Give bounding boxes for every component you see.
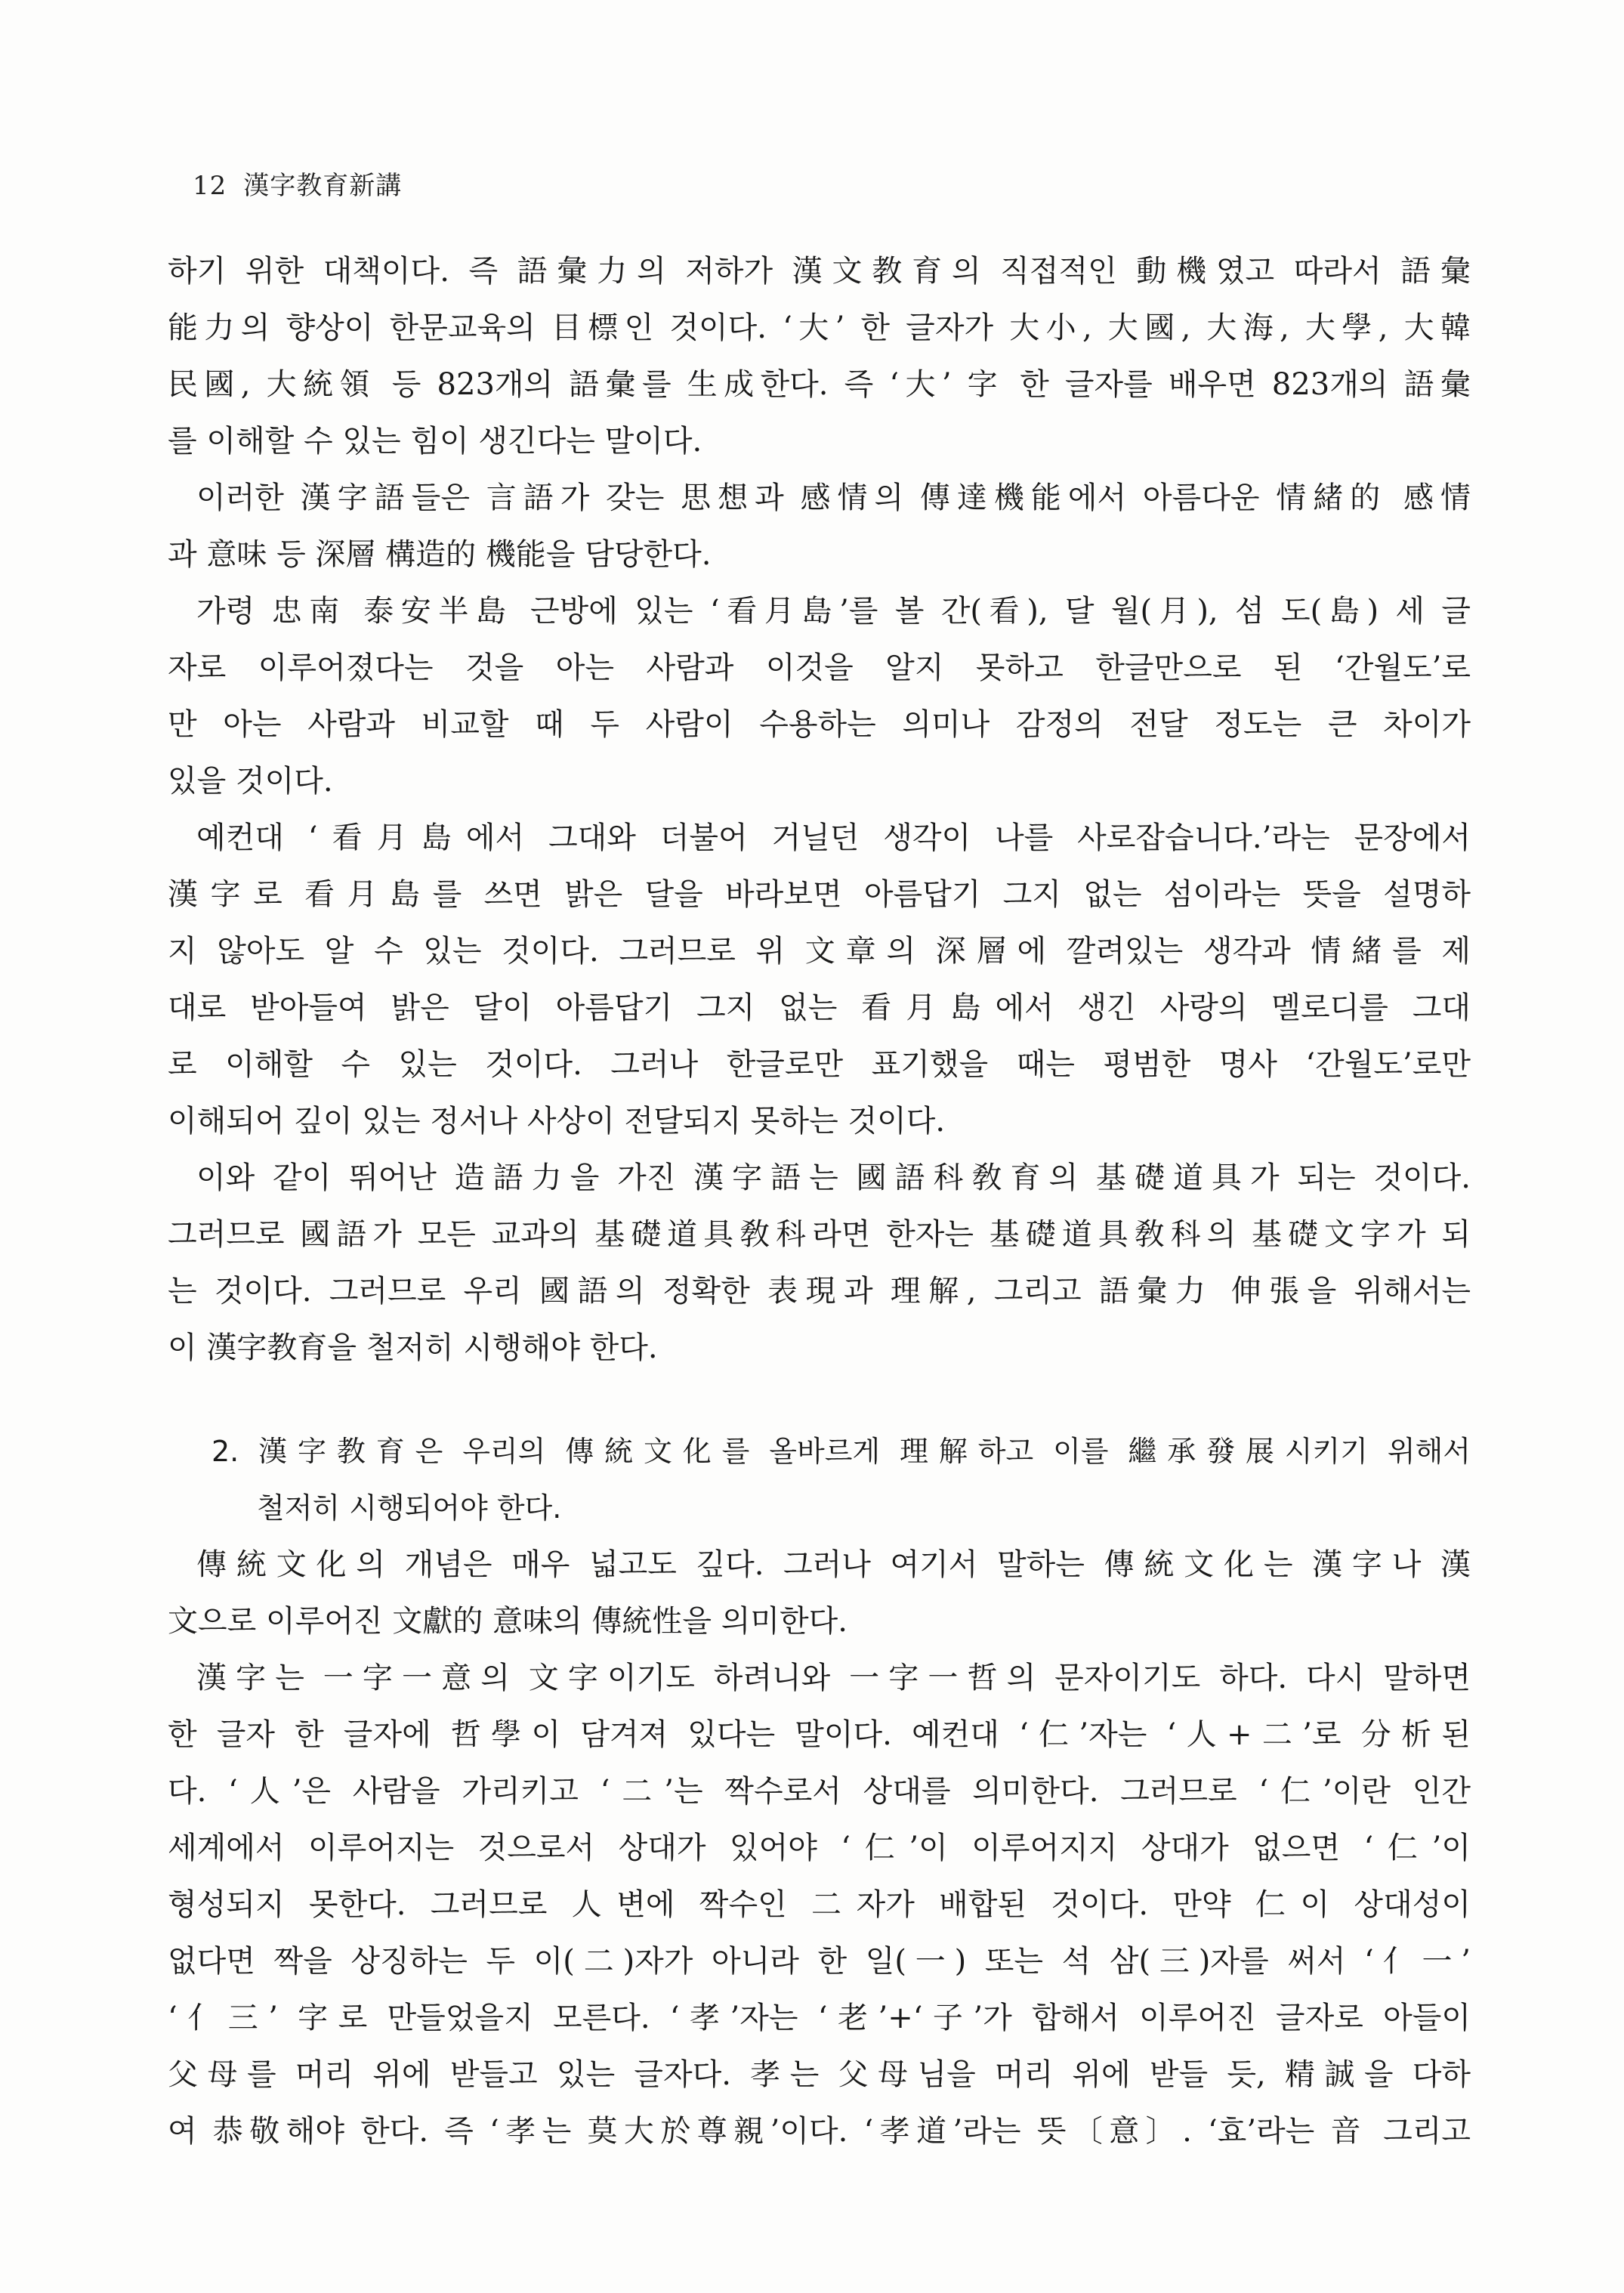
body-line: ‘亻三’ 字로 만들었을지 모른다. ‘孝’자는 ‘老’+‘子’가 합해서 이루어진 글자로 아들이: [168, 2001, 1471, 2035]
body-line: 漢字로 看月島를 쓰면 밝은 달을 바라보면 아름답기 그지 없는 섬이라는 뜻을 설명하: [168, 877, 1471, 912]
body-line: 만 아는 사람과 비교할 때 두 사람이 수용하는 의미나 감정의 전달 정도는 큰 차이가: [168, 707, 1471, 742]
body-line: 이러한 漢字語들은 言語가 갖는 思想과 感情의 傳達機能에서 아름다운 情緒的 感情: [196, 481, 1471, 515]
body-line: 文으로 이루어진 文獻的 意味의 傳統性을 의미한다.: [168, 1604, 848, 1639]
body-line: 대로 받아들여 밝은 달이 아름답기 그지 없는 看月島에서 생긴 사랑의 멜로디를 그대: [168, 990, 1471, 1025]
body-line: 형성되지 못한다. 그러므로 人변에 짝수인 二자가 배합된 것이다. 만약 仁이 상대성이: [168, 1887, 1471, 1922]
body-line: 가령 忠南 泰安半島 근방에 있는 ‘看月島’를 볼 간(看), 달 월(月), 섬 도(島) 세 글: [196, 594, 1471, 629]
body-line: 예컨대 ‘看月島에서 그대와 더불어 거닐던 생각이 나를 사로잡습니다.’라는 문장에서: [196, 820, 1471, 855]
body-line: 자로 이루어졌다는 것을 아는 사람과 이것을 알지 못하고 한글만으로 된 ‘간월도’로: [168, 651, 1471, 685]
body-line: 세계에서 이루어지는 것으로서 상대가 있어야 ‘仁’이 이루어지지 상대가 없으면 ‘仁’이: [168, 1831, 1471, 1865]
body-line: 지 않아도 알 수 있는 것이다. 그러므로 위 文章의 深層에 깔려있는 생각과 情緒를 제: [168, 934, 1471, 969]
page-number: 12: [193, 171, 227, 201]
body-line: 漢字는 一字一意의 文字이기도 하려니와 一字一哲의 문자이기도 하다. 다시 말하면: [196, 1661, 1471, 1695]
body-line: 는 것이다. 그러므로 우리 國語의 정확한 表現과 理解, 그리고 語彙力 伸張을 위해서는: [168, 1274, 1471, 1309]
section-spacer: [168, 1377, 1471, 1423]
body-line: 傳統文化의 개념은 매우 넓고도 깊다. 그러나 여기서 말하는 傳統文化는 漢字나 漢: [196, 1547, 1471, 1582]
body-line: 이해되어 깊이 있는 정서나 사상이 전달되지 못하는 것이다.: [168, 1104, 946, 1139]
body-line: 하기 위한 대책이다. 즉 語彙力의 저하가 漢文教育의 직접적인 動機였고 따라서 語彙: [168, 254, 1471, 289]
body-line: 이와 같이 뛰어난 造語力을 가진 漢字語는 國語科敎育의 基礎道具가 되는 것이다.: [196, 1160, 1471, 1195]
running-head: [193, 165, 402, 202]
body-line: 父母를 머리 위에 받들고 있는 글자다. 孝는 父母님을 머리 위에 받들 듯, 精誠을 다하: [168, 2057, 1471, 2092]
body-line: 民國, 大統領 등 823개의 語彙를 生成한다. 즉 ‘大’ 字 한 글자를 배우면 823개의 語彙: [168, 367, 1471, 402]
section-heading: 철저히 시행되어야 한다.: [257, 1491, 562, 1525]
body-line: 다. ‘人’은 사람을 가리키고 ‘二’는 짝수로서 상대를 의미한다. 그러므로 ‘仁’이란 인간: [168, 1774, 1471, 1809]
body-line: 를 이해할 수 있는 힘이 생긴다는 말이다.: [168, 424, 702, 459]
body-line: 여 恭敬해야 한다. 즉 ‘孝는 莫大於尊親’이다. ‘孝道’라는 뜻〔意〕. ‘효’라는 音 그리고: [168, 2114, 1471, 2149]
section-heading: 2. 漢字教育은 우리의 傳統文化를 올바르게 理解하고 이를 繼承發展시키기 위해서: [211, 1435, 1471, 1468]
book-title: 漢字教育新講: [243, 171, 403, 201]
body-line: 있을 것이다.: [168, 764, 333, 799]
body-line: 이 漢字教育을 철저히 시행해야 한다.: [168, 1330, 658, 1365]
body-line: 能力의 향상이 한문교육의 目標인 것이다. ‘大’ 한 글자가 大小, 大國, 大海, 大學, 大韓: [168, 311, 1471, 345]
body-line: 한 글자 한 글자에 哲學이 담겨져 있다는 말이다. 예컨대 ‘仁’자는 ‘人+二’로 分析된: [168, 1717, 1471, 1752]
page-body: [168, 243, 1471, 2160]
body-line: 로 이해할 수 있는 것이다. 그러나 한글로만 표기했을 때는 평범한 명사 ‘간월도’로만: [168, 1047, 1471, 1082]
body-line: 그러므로 國語가 모든 교과의 基礎道具敎科라면 한자는 基礎道具敎科의 基礎文字가 되: [168, 1217, 1471, 1252]
body-line: 과 意味 등 深層 構造的 機能을 담당한다.: [168, 537, 712, 572]
body-line: 없다면 짝을 상징하는 두 이(二)자가 아니라 한 일(一) 또는 석 삼(三)자를 써서 ‘亻一’: [168, 1944, 1471, 1979]
